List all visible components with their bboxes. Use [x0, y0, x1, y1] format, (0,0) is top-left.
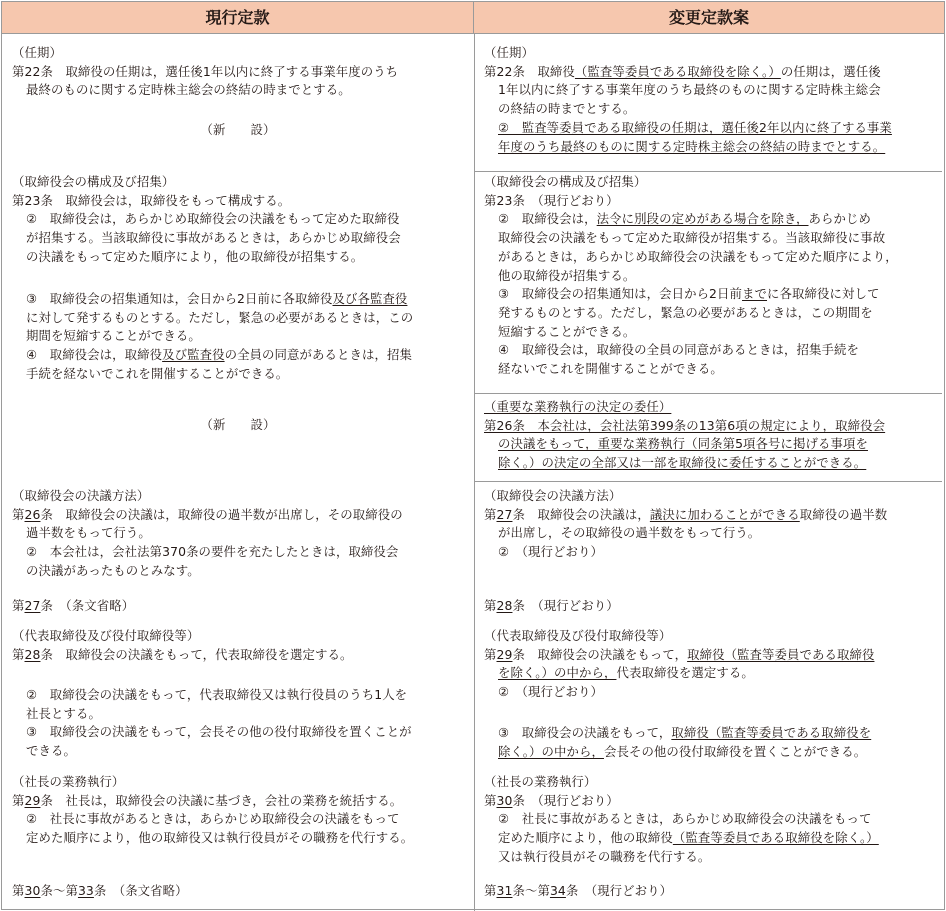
proposed-article-29	[484, 627, 936, 702]
text: 条 社長は，取締役会の決議に基づき，会社の業務を統括する。	[40, 792, 403, 808]
text: 代表取締役を選定する。	[616, 665, 754, 681]
text: 第	[484, 792, 497, 808]
article-number: 29	[24, 792, 41, 808]
proposed-article-31-34	[484, 882, 936, 901]
paragraph-line: 発するものとする。ただし，緊急の必要があるときは，この期間を	[498, 304, 873, 320]
proposed-article-28	[484, 597, 936, 616]
article-line: 第22条 取締役の任期は，選任後1年以内に終了する事業年度のうち	[12, 63, 399, 79]
article-line: 1年以内に終了する事業年度のうち最終のものに関する定時株主総会	[498, 82, 881, 98]
paragraph-line	[484, 724, 936, 743]
paragraph-line: 経ないでこれを開催することができる。	[498, 361, 723, 377]
new-provision-placeholder: （新 設）	[200, 122, 276, 137]
article-line	[484, 417, 936, 436]
current-article-22	[12, 44, 464, 100]
article-line: 過半数をもって行う。	[26, 525, 151, 541]
article-line	[484, 664, 936, 683]
article-caption: （任期）	[484, 45, 534, 60]
amended-text: 除く。）の中から，	[498, 743, 604, 759]
article-line: の終結の時までとする。	[498, 101, 636, 117]
text: 条 取締役会の決議は，	[512, 506, 650, 522]
article-number: 34	[549, 883, 566, 898]
paragraph-line: に対して発するものとする。ただし，緊急の必要があるときは，この	[26, 309, 414, 325]
paragraph-line	[484, 138, 936, 157]
paragraph-line: ② 社長に事故があるときは，あらかじめ取締役会の決議をもって	[26, 811, 400, 827]
article-line	[12, 646, 464, 665]
amended-text: を除く。）の中から，	[498, 665, 617, 681]
proposed-article-22	[484, 44, 936, 156]
amended-text: 法令に別段の定めがある場合を除き，	[596, 211, 809, 227]
paragraph-line: 短縮することができる。	[498, 323, 636, 339]
article-line: 第23条 取締役会は，取締役をもって構成する。	[12, 192, 291, 208]
current-article-26	[12, 487, 464, 581]
text: 第	[12, 792, 25, 808]
article-number: 30	[24, 883, 41, 898]
paragraph-line: 定めた順序により，他の取締役又は執行役員がその職務を代行する。	[26, 830, 414, 846]
paragraph-line: ② 取締役会は，あらかじめ取締役会の決議をもって定めた取締役	[26, 211, 400, 227]
proposed-article-27	[484, 487, 936, 562]
article-line	[484, 454, 936, 473]
paragraph-line: ④ 取締役会は，取締役の全員の同意があるときは，招集手続を	[498, 342, 859, 358]
current-article-23-para-3	[12, 290, 464, 384]
text: 第	[12, 883, 25, 898]
text: 定めた順序により，他の取締役	[498, 830, 673, 846]
paragraph-line: の決議をもって定めた順序により，他の取締役が招集する。	[26, 248, 364, 264]
paragraph-line: の決議があったものとみなす。	[26, 562, 200, 578]
paragraph-line: 他の取締役が招集する。	[498, 267, 636, 283]
paragraph-line: ② （現行どおり）	[498, 684, 603, 700]
paragraph-line: ③ 取締役会の決議をもって，会長その他の役付取締役を置くことが	[26, 724, 412, 740]
amended-text: （監査等委員である取締役を除く。）	[672, 830, 879, 846]
row-separator	[474, 393, 942, 394]
article-line	[484, 646, 936, 665]
article-number: 29	[496, 646, 513, 662]
text: の全員の同意があるときは，招集	[224, 347, 412, 363]
text: 第	[484, 598, 497, 613]
row-separator	[474, 481, 942, 482]
article-number: 31	[496, 883, 513, 898]
current-article-27	[12, 597, 464, 616]
text: 条 （現行どおり）	[512, 792, 619, 808]
proposed-article-26	[484, 398, 936, 473]
paragraph-line	[484, 285, 936, 304]
article-line	[12, 597, 464, 616]
text: ③ 取締役会の招集通知は，会日から2日前	[498, 286, 743, 302]
text: 第	[484, 883, 497, 898]
text: 会長その他の役付取締役を置くことができる。	[603, 743, 867, 759]
text: 条 取締役会の決議をもって，	[512, 646, 688, 662]
text: の任期は，選任後	[780, 63, 881, 79]
amended-text: 第26条 本会社は，会社法第399条の13第6項の規定により，取締役会	[484, 417, 886, 433]
paragraph-line: 取締役会の決議をもって定めた取締役が招集する。当該取締役に事故	[498, 230, 886, 246]
article-line	[484, 882, 936, 901]
paragraph-line	[12, 290, 464, 309]
text: 条～第	[40, 883, 78, 898]
article-caption: （社長の業務執行）	[484, 774, 597, 789]
text: 第	[484, 646, 497, 662]
text: 取締役の過半数	[799, 506, 888, 522]
row-separator	[474, 171, 942, 172]
article-caption: （代表取締役及び役付取締役等）	[12, 628, 200, 643]
article-number: 27	[24, 598, 41, 613]
text: あらかじめ	[808, 211, 871, 227]
article-line: が出席し，その取締役の過半数をもって行う。	[498, 525, 761, 541]
paragraph-line: 期間を短縮することができる。	[26, 328, 201, 344]
article-number: 28	[496, 598, 513, 613]
amended-text: 及び監査役	[162, 347, 225, 363]
current-article-28	[12, 627, 464, 664]
proposed-article-30	[484, 773, 936, 867]
amended-text: 及び各監査役	[332, 291, 408, 306]
text: 条 （条文省略）	[40, 598, 135, 613]
amended-text: ② 監査等委員である取締役の任期は，選任後2年以内に終了する事業	[498, 119, 892, 135]
text: ③ 取締役会の招集通知は，会日から2日前に各取締役	[26, 291, 333, 306]
article-line	[12, 792, 464, 811]
paragraph-line: ② 本会社は，会社法第370条の要件を充たしたときは，取締役会	[26, 544, 399, 560]
text: 条 （現行どおり）	[512, 598, 619, 613]
header-proposed-articles: 変更定款案	[474, 2, 944, 34]
article-line	[484, 63, 936, 82]
paragraph-line: ② （現行どおり）	[498, 544, 603, 560]
amended-text: （監査等委員である取締役を除く。）	[574, 63, 781, 79]
text: 第	[12, 646, 25, 662]
text: ④ 取締役会は，取締役	[26, 347, 163, 363]
amended-text: 年度のうち最終のものに関する定時株主総会の終結の時までとする。	[498, 138, 886, 154]
article-line: 最終のものに関する定時株主総会の終結の時までとする。	[26, 82, 351, 98]
text: 条 取締役会の決議は，取締役の過半数が出席し，その取締役の	[40, 506, 403, 522]
text: 第	[12, 506, 25, 522]
text: 条 （現行どおり）	[565, 883, 673, 898]
text: 条 （条文省略）	[93, 883, 188, 898]
article-line	[484, 506, 936, 525]
article-line	[12, 506, 464, 525]
article-number: 33	[77, 883, 94, 898]
amended-text: 除く。）の決定の全部又は一部を取締役に委任することができる。	[498, 455, 867, 471]
article-caption: （代表取締役及び役付取締役等）	[484, 628, 672, 643]
amended-text: （重要な業務執行の決定の委任）	[484, 399, 672, 414]
article-number: 30	[496, 792, 513, 808]
paragraph-line	[484, 210, 936, 229]
text: ② 取締役会は，	[498, 211, 597, 227]
amended-text: まで	[742, 286, 768, 302]
paragraph-line: できる。	[26, 743, 76, 759]
article-number: 26	[24, 506, 41, 522]
text: 第	[484, 506, 497, 522]
article-line: 第23条 （現行どおり）	[484, 192, 619, 208]
paragraph-line: 社長とする。	[26, 705, 101, 721]
paragraph-line: 手続を経ないでこれを開催することができる。	[26, 365, 289, 381]
paragraph-line	[12, 346, 464, 365]
text: 条～第	[512, 883, 550, 898]
current-article-29	[12, 773, 464, 848]
paragraph-line	[484, 119, 936, 138]
article-caption: （取締役会の決議方法）	[484, 488, 622, 503]
paragraph-line: ② 社長に事故があるときは，あらかじめ取締役会の決議をもって	[498, 811, 872, 827]
paragraph-line	[484, 743, 936, 762]
paragraph-line	[484, 829, 936, 848]
new-provision-placeholder: （新 設）	[200, 417, 276, 432]
header-current-articles: 現行定款	[2, 2, 474, 34]
article-caption	[484, 398, 936, 417]
text: 第22条 取締役	[484, 63, 575, 79]
article-caption: （取締役会の構成及び招集）	[484, 174, 647, 189]
article-line	[484, 435, 936, 454]
paragraph-line: ② 取締役会の決議をもって，代表取締役又は執行役員のうち1人を	[26, 687, 408, 702]
amended-text: の決議をもって，重要な業務執行（同条第5項各号に掲げる事項を	[498, 436, 868, 452]
paragraph-line: 又は執行役員がその職務を代行する。	[498, 848, 711, 864]
text: ③ 取締役会の決議をもって，	[498, 725, 672, 740]
amended-text: 議決に加わることができる	[649, 506, 800, 522]
article-number: 27	[496, 506, 513, 522]
current-article-30-33	[12, 882, 464, 901]
article-number: 28	[24, 646, 41, 662]
article-line	[12, 882, 464, 901]
proposed-article-29-para-3	[484, 724, 936, 761]
text: 条 取締役会の決議をもって，代表取締役を選定する。	[40, 646, 353, 662]
article-caption: （取締役会の決議方法）	[12, 488, 150, 503]
article-line: （任期）	[12, 45, 62, 60]
current-article-23	[12, 173, 464, 267]
amended-text: 取締役（監査等委員である取締役	[687, 646, 875, 662]
paragraph-line: があるときは，あらかじめ取締役会の決議をもって定めた順序により，	[498, 248, 898, 264]
column-divider	[474, 34, 475, 911]
article-line	[484, 597, 936, 616]
paragraph-line: が招集する。当該取締役に事故があるときは，あらかじめ取締役会	[26, 230, 401, 246]
text: 第	[12, 598, 25, 613]
article-caption: （取締役会の構成及び招集）	[12, 174, 175, 189]
text: に各取締役に対して	[767, 286, 880, 302]
current-article-28-paras	[12, 686, 464, 761]
proposed-article-23	[484, 173, 936, 379]
amended-text: 取締役（監査等委員である取締役を	[671, 725, 872, 740]
article-caption: （社長の業務執行）	[12, 774, 125, 789]
article-line	[484, 792, 936, 811]
